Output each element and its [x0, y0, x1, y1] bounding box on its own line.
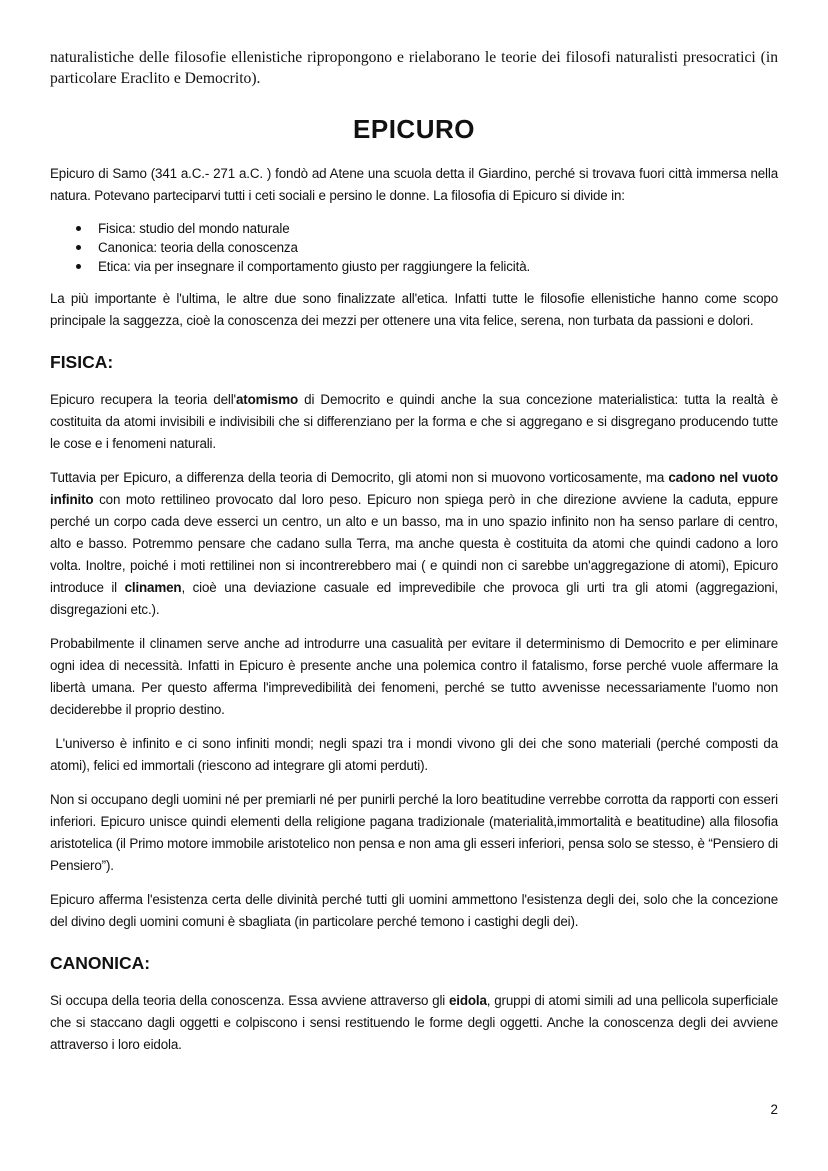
- list-item: Fisica: studio del mondo naturale: [76, 219, 778, 238]
- intro-paragraph: naturalistiche delle filosofie ellenistiche ripropongono e rielaborano le teorie dei filosofi naturalisti presocratici (in particolare Eraclito e Democrito).: [50, 49, 778, 87]
- fisica-paragraph-4: L'universo è infinito e ci sono infiniti mondi; negli spazi tra i mondi vivono gli dei che sono materiali (perché composti da atomi), felici ed immortali (riescono ad integrare gli atomi perduti).: [50, 736, 782, 773]
- canonica-paragraph-1: Si occupa della teoria della conoscenza. Essa avviene attraverso gli eidola, gruppi di atomi simili ad una pellicola superficiale che si staccano dagli oggetti e colpiscono i sensi restituendo le forme degli oggetti. Anche la conoscenza degli dei avviene attraverso i loro eidola.: [50, 993, 778, 1052]
- bold-term: clinamen: [124, 580, 182, 595]
- fisica-paragraph-2: Tuttavia per Epicuro, a differenza della teoria di Democrito, gli atomi non si muovono vorticosamente, ma cadono nel vuoto infinito con moto rettilineo provocato dal loro peso. Epicuro non spiega però in che direzione avviene la caduta, eppure perché un corpo cada deve esserci un centro, un alto e un basso, ma in uno spazio infinito non ha senso parlare di centro, alto e basso. Potremmo pensare che cadano sulla Terra, ma anche questa è costituita da atomi che quindi cadono a loro volta. Inoltre, poiché i moti rettilinei non si incontrerebbero mai ( e quindi non ci sarebbe un'aggregazione di atomi), Epicuro introduce il clinamen, cioè una deviazione casuale ed imprevedibile che provoca gli urti tra gli atomi (aggregazioni, disgregazioni etc.).: [50, 470, 778, 617]
- section-heading-fisica: FISICA:: [50, 352, 114, 372]
- section-heading-canonica: CANONICA:: [50, 953, 151, 973]
- bold-term: atomismo: [235, 392, 299, 407]
- bullet-icon: [76, 226, 81, 231]
- list-item: Canonica: teoria della conoscenza: [76, 238, 778, 257]
- fisica-paragraph-1: Epicuro recupera la teoria dell'atomismo di Democrito e quindi anche la sua concezione materialistica: tutta la realtà è costituita da atomi invisibili e indivisibili che si differenziano per la forma e che si aggregano e si disgregano producendo tutte le cose e i fenomeni naturali.: [50, 392, 779, 451]
- fisica-paragraph-6: Epicuro afferma l'esistenza certa delle divinità perché tutti gli uomini ammettono l'esistenza degli dei, solo che la concezione del divino degli uomini comuni è sbagliata (in particolare perché temono i castighi degli dei).: [50, 892, 778, 929]
- page-number: 2: [770, 1102, 778, 1117]
- fisica-paragraph-3: Probabilmente il clinamen serve anche ad introdurre una casualità per evitare il determinismo di Democrito e per eliminare ogni idea di necessità. Infatti in Epicuro è presente anche una polemica contro il fatalismo, forse perché vuole affermare la libertà umana. Per questo afferma l'imprevedibilità dei fenomeni, perché se tutto avvenisse necessariamente l'uomo non deciderebbe il proprio destino.: [50, 636, 778, 717]
- philosophy-divisions-list: [50, 219, 778, 276]
- fisica-paragraph-5: Non si occupano degli uomini né per premiarli né per punirli perché la loro beatitudine verrebbe corrotta da rapporti con esseri inferiori. Epicuro unisce quindi elementi della religione pagana tradizionale (materialità,immortalità e beatitudine) alla filosofia aristotelica (il Primo motore immobile aristotelico non pensa e non ama gli esseri inferiori, pensa solo se stesso, è “Pensiero di Pensiero”).: [50, 792, 778, 873]
- bullet-icon: [76, 245, 81, 250]
- document-page: [50, 47, 782, 1068]
- bold-term: cadono nel vuoto infinito: [50, 470, 778, 507]
- bullet-icon: [76, 264, 81, 269]
- opening-paragraph: Epicuro di Samo (341 a.C.- 271 a.C. ) fondò ad Atene una scuola detta il Giardino, perché si trovava fuori città immersa nella natura. Potevano parteciparvi tutti i ceti sociali e persino le donne. La filosofia di Epicuro si divide in:: [50, 166, 778, 203]
- ethics-paragraph: La più importante è l'ultima, le altre due sono finalizzate all'etica. Infatti tutte le filosofie ellenistiche hanno come scopo principale la saggezza, cioè la conoscenza dei mezzi per ottenere una vita felice, serena, non turbata da passioni e dolori.: [50, 291, 778, 328]
- page-title: EPICURO: [353, 114, 475, 144]
- list-item: Etica: via per insegnare il comportamento giusto per raggiungere la felicità.: [76, 257, 778, 276]
- bold-term: eidola: [448, 993, 487, 1008]
